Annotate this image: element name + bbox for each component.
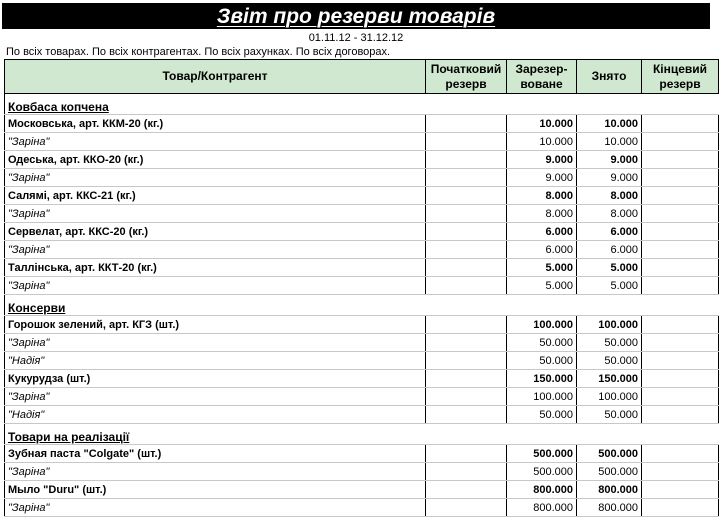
final-reserve-cell [642,481,719,499]
product-name: Зубная паста "Colgate" (шт.) [5,445,426,463]
taken-cell: 800.000 [577,499,642,517]
initial-reserve-cell [426,169,507,187]
reserved-cell: 10.000 [507,133,577,151]
taken-cell: 5.000 [577,259,642,277]
final-reserve-cell [642,370,719,388]
table-row [5,115,719,133]
taken-cell: 5.000 [577,277,642,295]
taken-cell: 10.000 [577,133,642,151]
product-name: Одеська, арт. ККО-20 (кг.) [5,151,426,169]
initial-reserve-cell [426,334,507,352]
header-initial-reserve [426,60,507,94]
table-row [5,481,719,499]
counterparty-name: "Заріна" [5,499,426,517]
initial-reserve-cell [426,370,507,388]
reserved-cell: 6.000 [507,223,577,241]
initial-reserve-cell [426,259,507,277]
final-reserve-cell [642,151,719,169]
reserved-cell: 9.000 [507,151,577,169]
table-row [5,445,719,463]
taken-cell: 500.000 [577,463,642,481]
report-title: Звіт про резерви товарів [2,3,710,29]
reserved-cell: 800.000 [507,499,577,517]
final-reserve-cell [642,499,719,517]
header-final-reserve [642,60,719,94]
table-row [5,187,719,205]
reserved-cell: 8.000 [507,205,577,223]
final-reserve-cell [642,259,719,277]
group-name: Консерви [5,295,719,316]
final-reserve-cell [642,223,719,241]
initial-reserve-cell [426,481,507,499]
group-name: Ковбаса копчена [5,94,719,115]
report-period: 01.11.12 - 31.12.12 [308,32,404,44]
final-reserve-cell [642,115,719,133]
taken-cell: 9.000 [577,151,642,169]
reserved-cell: 5.000 [507,277,577,295]
final-reserve-cell [642,187,719,205]
header-reserved-line2: воване [520,76,563,91]
header-final-line2: резерв [659,76,701,91]
reserved-cell: 800.000 [507,481,577,499]
final-reserve-cell [642,352,719,370]
initial-reserve-cell [426,151,507,169]
final-reserve-cell [642,445,719,463]
table-row [5,259,719,277]
taken-cell: 8.000 [577,187,642,205]
reserved-cell: 50.000 [507,334,577,352]
table-row [5,151,719,169]
table-header-row [5,60,719,94]
reserved-cell: 100.000 [507,316,577,334]
taken-cell: 50.000 [577,352,642,370]
counterparty-name: "Заріна" [5,205,426,223]
table-row [5,352,719,370]
final-reserve-cell [642,463,719,481]
header-final-line1: Кінцевий [652,61,708,76]
table-row [5,499,719,517]
initial-reserve-cell [426,223,507,241]
initial-reserve-cell [426,445,507,463]
reserved-cell: 10.000 [507,115,577,133]
table-row [5,169,719,187]
initial-reserve-cell [426,406,507,424]
reserved-cell: 500.000 [507,463,577,481]
counterparty-name: "Заріна" [5,334,426,352]
header-initial-line1: Початковий [430,61,502,76]
counterparty-name: "Заріна" [5,133,426,151]
final-reserve-cell [642,406,719,424]
final-reserve-cell [642,316,719,334]
group-name: Товари на реалізації [5,424,719,445]
table-row [5,205,719,223]
product-name: Горошок зелений, арт. КГЗ (шт.) [5,316,426,334]
table-row [5,388,719,406]
counterparty-name: "Заріна" [5,241,426,259]
reserved-cell: 5.000 [507,259,577,277]
final-reserve-cell [642,334,719,352]
table-body [5,94,719,517]
table-row [5,277,719,295]
taken-cell: 50.000 [577,334,642,352]
counterparty-name: "Надія" [5,352,426,370]
header-initial-line2: резерв [445,76,487,91]
taken-cell: 50.000 [577,406,642,424]
reserved-cell: 100.000 [507,388,577,406]
table-row [5,370,719,388]
header-reserved-line1: Зарезер- [515,61,568,76]
taken-cell: 500.000 [577,445,642,463]
reserved-cell: 500.000 [507,445,577,463]
initial-reserve-cell [426,241,507,259]
table-row [5,223,719,241]
product-name: Московська, арт. ККМ-20 (кг.) [5,115,426,133]
initial-reserve-cell [426,499,507,517]
taken-cell: 6.000 [577,241,642,259]
table-row [5,241,719,259]
product-name: Кукурудза (шт.) [5,370,426,388]
initial-reserve-cell [426,463,507,481]
table-row [5,133,719,151]
group-row [5,94,719,115]
taken-cell: 8.000 [577,205,642,223]
counterparty-name: "Надія" [5,406,426,424]
reserved-cell: 9.000 [507,169,577,187]
final-reserve-cell [642,133,719,151]
taken-cell: 800.000 [577,481,642,499]
product-name: Сервелат, арт. ККС-20 (кг.) [5,223,426,241]
header-taken: Знято [577,60,642,94]
initial-reserve-cell [426,115,507,133]
final-reserve-cell [642,205,719,223]
reserved-cell: 50.000 [507,406,577,424]
taken-cell: 9.000 [577,169,642,187]
counterparty-name: "Заріна" [5,169,426,187]
taken-cell: 150.000 [577,370,642,388]
header-product: Товар/Контрагент [5,60,426,94]
initial-reserve-cell [426,277,507,295]
counterparty-name: "Заріна" [5,463,426,481]
final-reserve-cell [642,277,719,295]
taken-cell: 6.000 [577,223,642,241]
product-name: Мыло "Duru" (шт.) [5,481,426,499]
reserved-cell: 50.000 [507,352,577,370]
initial-reserve-cell [426,352,507,370]
initial-reserve-cell [426,133,507,151]
initial-reserve-cell [426,187,507,205]
group-row [5,424,719,445]
taken-cell: 100.000 [577,388,642,406]
header-reserved [507,60,577,94]
initial-reserve-cell [426,205,507,223]
table-row [5,334,719,352]
final-reserve-cell [642,169,719,187]
reserved-cell: 6.000 [507,241,577,259]
final-reserve-cell [642,241,719,259]
table-row [5,406,719,424]
product-name: Салямі, арт. ККС-21 (кг.) [5,187,426,205]
counterparty-name: "Заріна" [5,277,426,295]
initial-reserve-cell [426,388,507,406]
reserved-cell: 8.000 [507,187,577,205]
report-filters: По всіх товарах. По всіх контрагентах. По всіх рахунках. По всіх договорах. [6,46,391,58]
final-reserve-cell [642,388,719,406]
taken-cell: 100.000 [577,316,642,334]
product-name: Таллінська, арт. ККТ-20 (кг.) [5,259,426,277]
group-row [5,295,719,316]
counterparty-name: "Заріна" [5,388,426,406]
initial-reserve-cell [426,316,507,334]
reserved-cell: 150.000 [507,370,577,388]
reserves-table [4,59,719,517]
table-row [5,316,719,334]
taken-cell: 10.000 [577,115,642,133]
table-row [5,463,719,481]
